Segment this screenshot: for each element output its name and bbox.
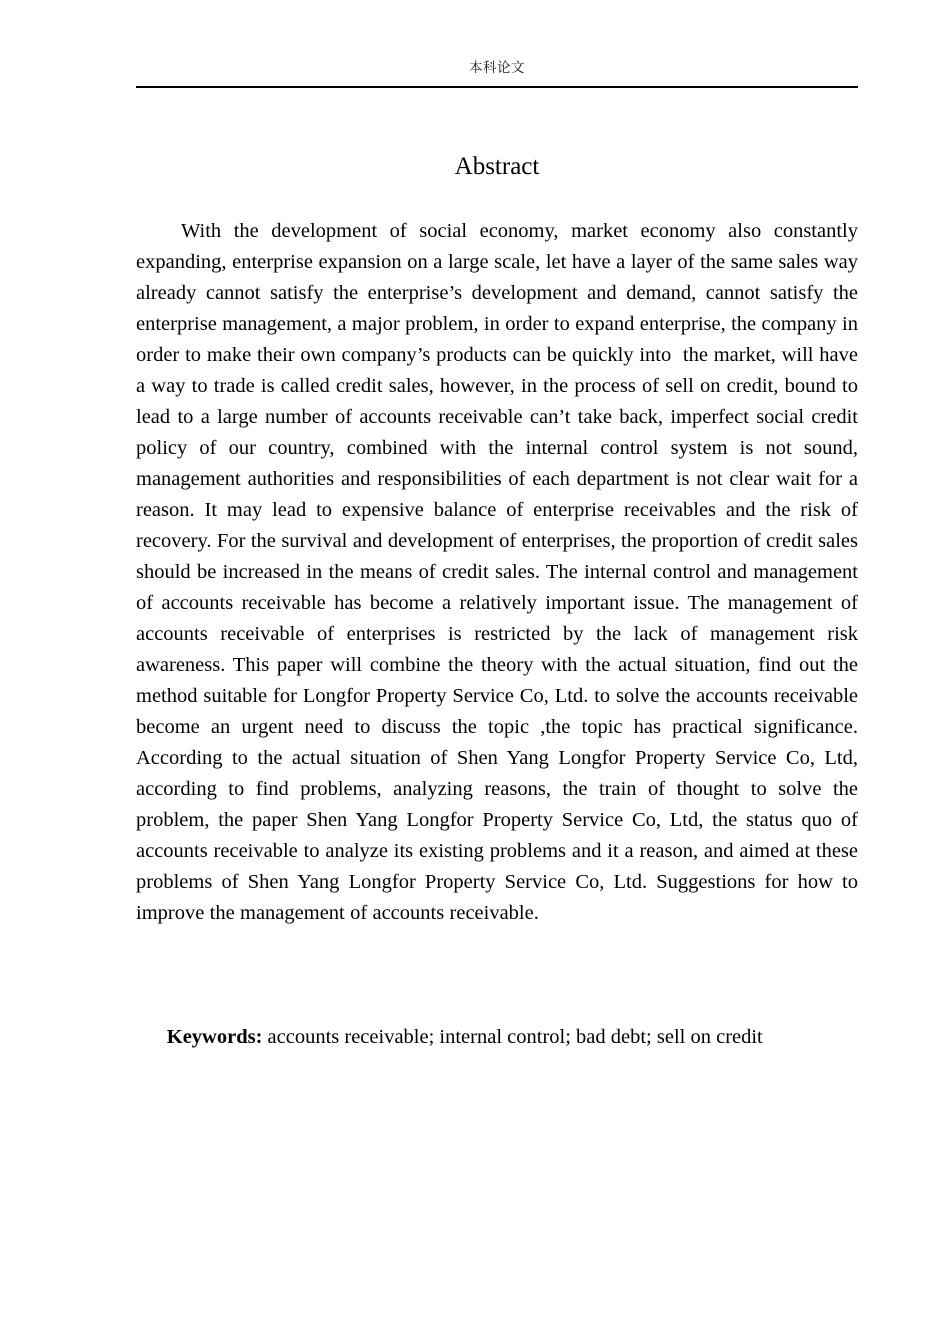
keywords-label: Keywords: bbox=[166, 1026, 263, 1048]
keywords-value: accounts receivable; internal control; bad debt; sell on credit bbox=[262, 1026, 763, 1048]
keywords-line bbox=[136, 929, 858, 1084]
document-body bbox=[136, 108, 864, 1084]
header-divider-rule bbox=[136, 86, 858, 88]
running-header-text: 本科论文 bbox=[469, 60, 525, 75]
abstract-paragraph: With the development of social economy, market economy also constantly expanding, enterprise expansion on a large scale, let have a layer of the same sales way already cannot satisfy the enterprise’s development and demand, cannot satisfy the enterprise management, a major problem, in order to expand enterprise, the company in order to make their own company’s products can be quickly into the market, will have a way to trade is called credit sales, however, in the process of sell on credit, bound to lead to a large number of accounts receivable can’t take back, imperfect social credit policy of our country, combined with the internal control system is not sound, management authorities and responsibilities of each department is not clear wait for a reason. It may lead to expensive balance of enterprise receivables and the risk of recovery. For the survival and development of enterprises, the proportion of credit sales should be increased in the means of credit sales. The internal control and management of accounts receivable has become a relatively important issue. The management of accounts receivable of enterprises is restricted by the lack of management risk awareness. This paper will combine the theory with the actual situation, find out the method suitable for Longfor Property Service Co, Ltd. to solve the accounts receivable become an urgent need to discuss the topic ,the topic has practical significance. According to the actual situation of Shen Yang Longfor Property Service Co, Ltd, according to find problems, analyzing reasons, the train of thought to solve the problem, the paper Shen Yang Longfor Property Service Co, Ltd, the status quo of accounts receivable to analyze its existing problems and it a reason, and aimed at these problems of Shen Yang Longfor Property Service Co, Ltd. Suggestions for how to improve the management of accounts receivable. bbox=[136, 220, 864, 924]
page-title: Abstract bbox=[454, 153, 540, 180]
running-header bbox=[136, 58, 858, 78]
